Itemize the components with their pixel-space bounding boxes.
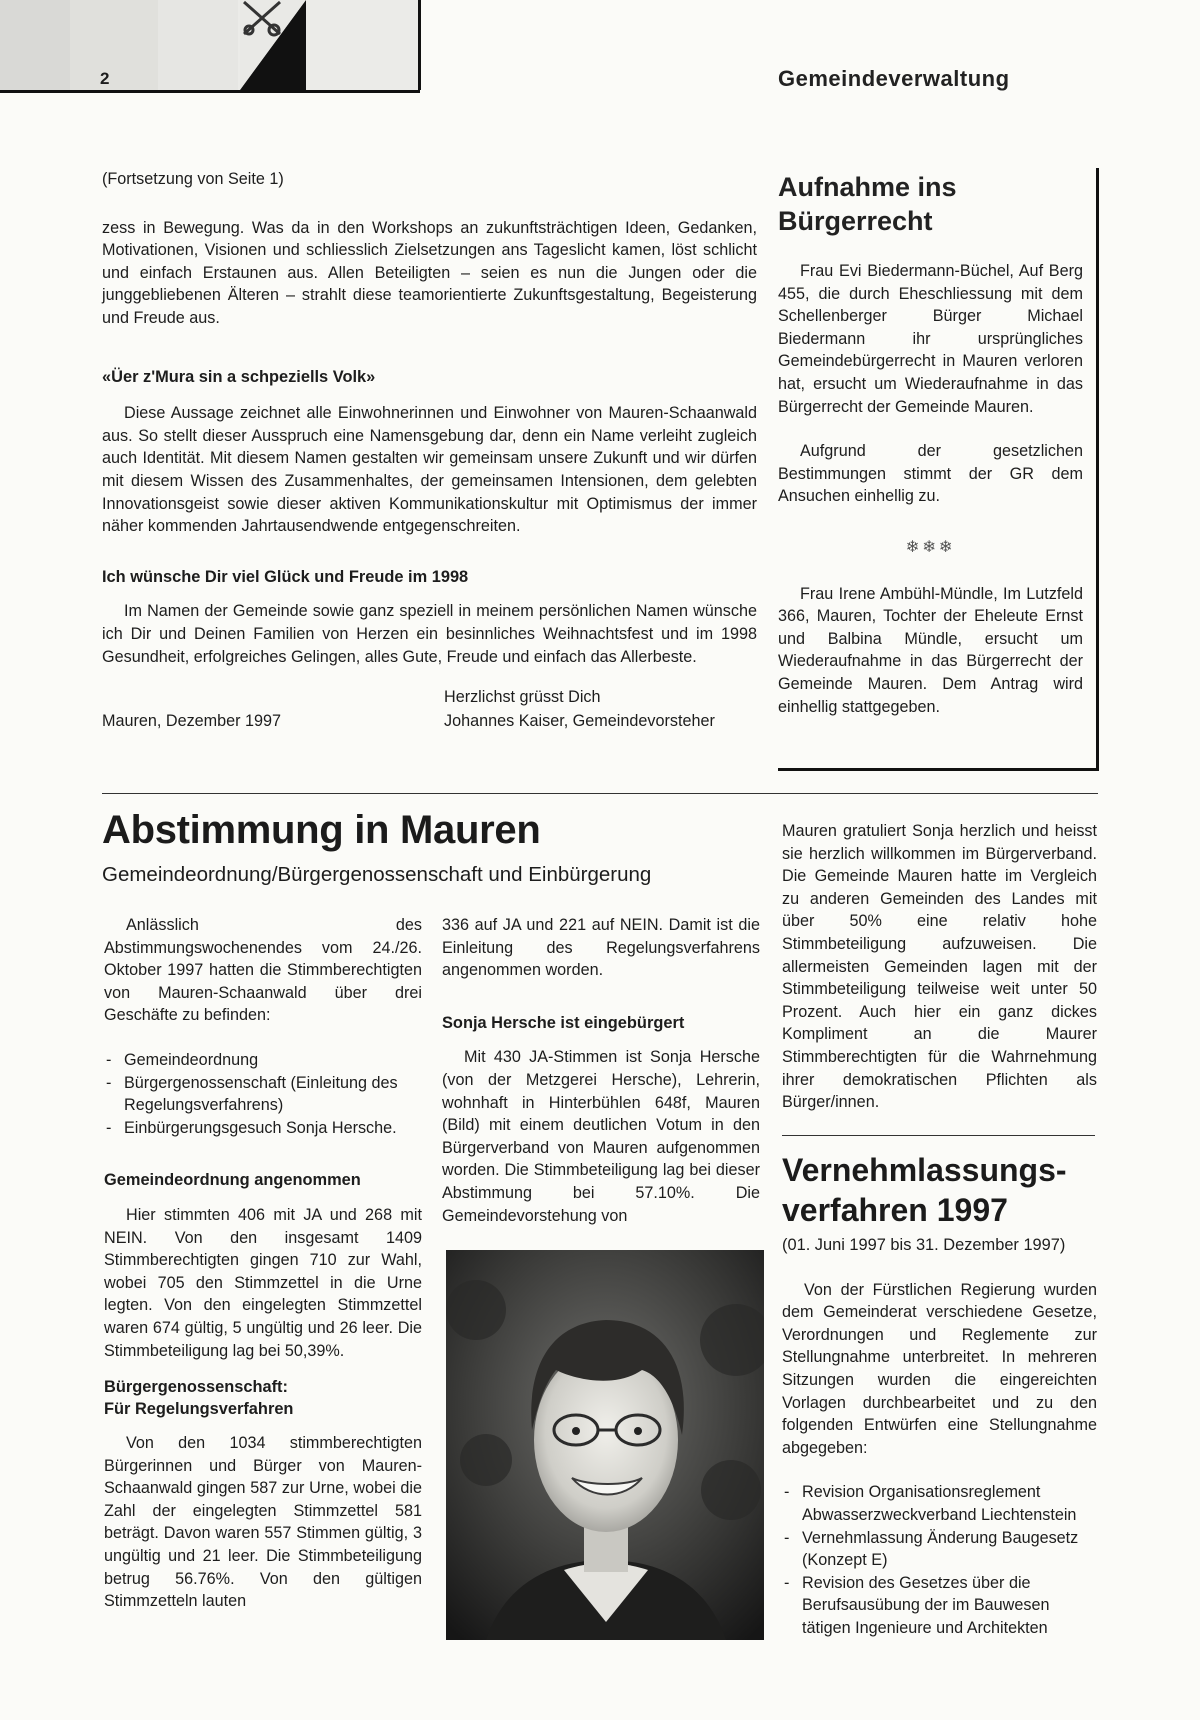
article-paragraph: Anlässlich des Abstimmungswochenendes vom 24./26. Oktober 1997 hatten die Stimmberechtigten von Mauren-Schaanwald über drei Geschäfte zu befinden: (104, 916, 422, 1025)
abstimmung-header (102, 808, 742, 887)
article-paragraph: Mauren gratuliert Sonja herzlich und heisst sie herzlich willkommen im Bürgerverband. Die Gemeinde Mauren hatte im Vergleich zu anderen Gemeinden des Landes mit über 50% eine relativ hohe Stimmbeteiligung aufzuweisen. Die allermeisten Gemeinden lagen mit der Stimmbeteiligung teilweise weit unter 50 Prozent. Auch hier ein ganz dickes Kompliment an die Maurer Stimmberechtigten für die Wahrnehmung ihrer demokratischen Pflichten als Bürger/innen. (782, 822, 1097, 1112)
sidebar-box (778, 170, 1083, 718)
sidebar-border (1096, 168, 1099, 768)
sidebar-separator: ❄❄❄ (905, 537, 956, 556)
intro-paragraph: zess in Bewegung. Was da in den Workshops an zukunftsträchtigen Ideen, Gedanken, Motivationen, Visionen und schliesslich Zielsetzungen ans Tageslicht kamen, löst schlicht und einfach Erstaunen aus. Allen Beteiligten – seien es nun die Jungen oder die junggebliebenen Älteren – strahlt diese teamorientierte Zukunftsgestaltung, Begeisterung und Freude aus. (102, 218, 757, 327)
vernehmlassung-article (782, 1150, 1097, 1640)
heading-line: Für Regelungsverfahren (104, 1400, 294, 1419)
list-item: - Gemeindeordnung (104, 1049, 422, 1072)
article-paragraph: 336 auf JA und 221 auf NEIN. Damit ist die Einleitung des Regelungsverfahrens angenommen worden. (442, 916, 760, 980)
sidebar-paragraph: Aufgrund der gesetzlichen Bestimmungen stimmt der GR dem Ansuchen einhellig zu. (778, 442, 1083, 506)
title-line: Vernehmlassungs- (782, 1152, 1067, 1188)
article-paragraph: Mit 430 JA-Stimmen ist Sonja Hersche (von der Metzgerei Hersche), Lehrerin, wohnhaft in Hinterbühlen 648f, Mauren (Bild) mit einem deutlichen Votum in den Bürgerverband von Mauren aufgenommen worden. Die Stimmbeteiligung lag bei dieser Abstimmung bei 57.10%. Die Gemeindevorstehung von (442, 1048, 760, 1225)
signature-block (102, 676, 757, 746)
list-item: - Bürgergenossenschaft (Einleitung des Regelungsverfahrens) (104, 1072, 422, 1117)
crossed-keys-emblem-icon (240, 0, 418, 90)
list-item: - Einbürgerungsgesuch Sonja Hersche. (104, 1117, 422, 1140)
title-line: verfahren 1997 (782, 1192, 1008, 1228)
intro-heading: «Üer z'Mura sin a schpeziells Volk» (102, 367, 376, 386)
article-paragraph: Von der Fürstlichen Regierung wurden dem Gemeinderat verschiedene Gesetze, Verordnungen und Reglemente zur Stellungnahme unterbreitet. In mehreren Sitzungen wurden die eingereichten Vorlagen durchbearbeitet und zu den folgenden Entwürfen eine Stellungnahme abgegeben: (782, 1280, 1097, 1457)
article-paragraph: Von den 1034 stimmberechtigten Bürgerinnen und Bürger von Mauren-Schaanwald gingen 587 zur Urne, wobei die Zahl der eingelegten Stimmzettel 581 beträgt. Davon waren 557 Stimmen gültig, 3 ungültig und 21 leer. Die Stimmbeteiligung betrug 56.76%. Von den gültigen Stimmzetteln lauten (104, 1434, 422, 1611)
intro-heading: Ich wünsche Dir viel Glück und Freude im 1998 (102, 567, 469, 586)
list-item: - Revision des Gesetzes über die Berufsausübung der im Bauwesen tätigen Ingenieure und Architekten (782, 1572, 1097, 1640)
sidebar-title-line: Bürgerrecht (778, 206, 933, 236)
article-paragraph: Hier stimmten 406 mit JA und 268 mit NEIN. Von den insgesamt 1409 Stimmberechtigten gingen 710 zur Wahl, wobei 705 den Stimmzettel in die Urne legten. Von den eingelegten Stimmzettel waren 674 gültig, 5 ungültig und 26 leer. Die Stimmbeteiligung lag bei 50,39%. (104, 1205, 422, 1360)
signature-place: Mauren, Dezember 1997 (102, 712, 282, 731)
header-box (70, 0, 161, 90)
column-divider (782, 1135, 1095, 1136)
draft-list (782, 1481, 1097, 1639)
article-heading: Gemeindeordnung angenommen (104, 1171, 361, 1190)
abstimmung-column-3 (782, 820, 1097, 1114)
sidebar-border (778, 768, 1099, 771)
heading-line: Bürgergenossenschaft: (104, 1378, 288, 1397)
list-item: - Revision Organisationsreglement Abwasserzweckverband Liechtenstein (782, 1481, 1097, 1526)
abstimmung-column-2 (442, 914, 760, 1227)
header-box (158, 0, 241, 90)
article-title: Abstimmung in Mauren (102, 808, 541, 852)
article-subtitle: Gemeindeordnung/Bürgergenossenschaft und Einbürgerung (102, 863, 652, 886)
article-title (782, 1150, 1097, 1230)
article-dates: (01. Juni 1997 bis 31. Dezember 1997) (782, 1236, 1066, 1254)
intro-paragraph: Im Namen der Gemeinde sowie ganz speziell in meinem persönlichen Namen wünsche ich Dir und Deinen Familien von Herzen ein besinnliches Weihnachtsfest und im 1998 Gesundheit, erfolgreiches Gelingen, alles Gute, Freude und einfach das Allerbeste. (102, 602, 757, 666)
greeting: Herzlichst grüsst Dich (444, 688, 601, 707)
header-rule (0, 90, 420, 93)
abstimmung-column-1 (104, 914, 422, 1613)
list-item: - Vernehmlassung Änderung Baugesetz (Konzept E) (782, 1527, 1097, 1572)
sidebar-paragraph: Frau Irene Ambühl-Mündle, Im Lutzfeld 366, Mauren, Tochter der Eheleute Ernst und Balbina Mündle, ersucht um Wiederaufnahme in das Bürgerrecht der Gemeinde Mauren. Dem Antrag wird einhellig stattgegeben. (778, 584, 1083, 716)
article-heading: Sonja Hersche ist eingebürgert (442, 1013, 685, 1032)
sidebar-title (778, 170, 1083, 238)
sidebar-paragraph: Frau Evi Biedermann-Büchel, Auf Berg 455, die durch Eheschliessung mit dem Schellenberger Bürger Michael Biedermann ihr ursprüngliches Gemeindebürgerrecht in Mauren verloren hat, ersucht um Wiederaufnahme in das Bürgerrecht der Gemeinde Mauren. (778, 262, 1083, 416)
ballot-items-list (104, 1049, 422, 1139)
section-divider (102, 793, 1098, 794)
page-number: 2 (100, 69, 110, 88)
sidebar-title-line: Aufnahme ins (778, 172, 957, 202)
portrait-photo (446, 1250, 764, 1640)
continued-note: (Fortsetzung von Seite 1) (102, 170, 284, 188)
intro-article (102, 168, 757, 746)
article-heading (104, 1376, 422, 1420)
section-title: Gemeindeverwaltung (778, 66, 1010, 91)
header-box (0, 0, 73, 90)
signer: Johannes Kaiser, Gemeindevorsteher (444, 712, 715, 731)
intro-paragraph: Diese Aussage zeichnet alle Einwohnerinnen und Einwohner von Mauren-Schaanwald aus. So stellt dieser Ausspruch eine Namensgebung dar, denn ein Name verleiht zugleich auch Identität. Mit diesem Namen gestalten wir gemeinsam unsere Zukunft und wir dürfen mit diesem Wissen des Zusammenhaltes, der gemeinsamen Intensionen, dem gelebten Innovationsgeist sowie dieser aktiven Kommunikationskultur mit Optimismus der immer näher kommenden Jahrtausendwende entgegenschreiten. (102, 404, 757, 536)
